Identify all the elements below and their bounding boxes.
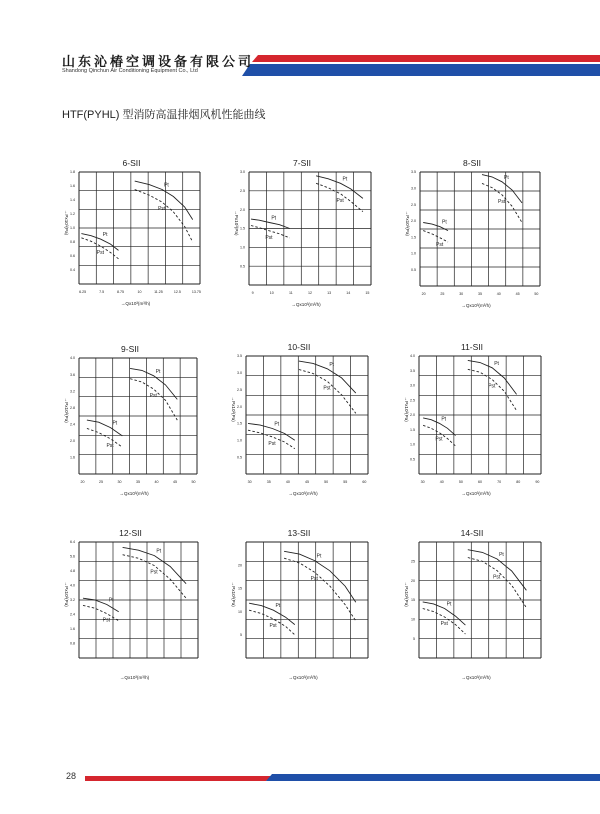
curve-Pt [248, 423, 295, 440]
x-tick-label: 45 [515, 292, 520, 296]
series-label: Pst [269, 623, 277, 630]
x-tick-label: 10 [269, 291, 274, 295]
y-tick-label: 5 [413, 636, 415, 641]
y-axis-label: →Px10³(Pa) [405, 210, 410, 236]
chart-title: 14-SII [460, 528, 484, 538]
series-label: Pst [268, 440, 276, 447]
curve-Pst [299, 370, 356, 414]
series-label: Pst [336, 197, 344, 204]
series-label: Pst [96, 250, 105, 257]
y-tick-label: 10 [411, 617, 415, 622]
x-axis-label: →Qx10³(m³/h) [120, 301, 151, 306]
x-tick-label: 11 [289, 291, 293, 295]
x-axis-label: →Qx10³(m³/h) [119, 675, 150, 680]
y-tick-label: 20 [238, 563, 242, 568]
curve-Pst [135, 190, 193, 243]
y-tick-label: 4.8 [70, 569, 75, 574]
y-tick-label: 0.8 [70, 641, 75, 646]
series-label: Pt [164, 182, 169, 189]
x-tick-label: 8.75 [117, 290, 125, 294]
y-tick-label: 1.8 [70, 170, 75, 175]
curve-Pt [468, 550, 527, 591]
y-tick-label: 2.5 [411, 202, 416, 207]
y-tick-label: 3.5 [237, 354, 242, 359]
y-tick-label: 25 [411, 559, 415, 564]
x-tick-label: 7.5 [99, 290, 105, 294]
x-tick-label: 60 [362, 480, 367, 484]
y-tick-label: 3.0 [240, 170, 245, 175]
series-label: Pt [316, 553, 322, 560]
x-axis-label: →Qx10³(m³/h) [461, 675, 491, 680]
series-label: Pst [440, 621, 448, 628]
series-label: Pst [158, 206, 166, 213]
x-tick-label: 20 [80, 480, 85, 484]
x-tick-label: 13 [327, 291, 332, 295]
x-tick-label: 12 [308, 291, 312, 295]
series-label: Pst [493, 574, 501, 581]
x-tick-label: 40 [496, 292, 501, 296]
y-tick-label: 2.0 [410, 413, 415, 418]
x-axis-label: →Qx10³(m³/h) [288, 491, 318, 496]
series-label: Pt [441, 416, 447, 423]
chart-title: 11-SII [460, 342, 484, 352]
y-tick-label: 1.0 [410, 442, 415, 447]
x-tick-label: 35 [266, 480, 271, 484]
series-label: Pt [275, 603, 281, 610]
x-tick-label: 25 [99, 480, 104, 484]
series-label: Pst [498, 198, 506, 205]
x-tick-label: 40 [285, 480, 290, 484]
series-label: Pt [155, 368, 161, 375]
series-label: Pst [265, 234, 273, 241]
x-tick-label: 35 [136, 480, 140, 484]
y-tick-label: 1.5 [410, 427, 415, 432]
y-tick-label: 0.5 [410, 457, 415, 462]
x-tick-label: 30 [420, 480, 425, 484]
y-tick-label: 1.6 [70, 627, 75, 632]
series-label: Pst [150, 569, 158, 576]
y-tick-label: 1.5 [237, 421, 242, 426]
series-label: Pt [102, 232, 108, 239]
series-label: Pt [274, 421, 280, 428]
x-tick-label: 13.75 [191, 290, 201, 294]
series-label: Pt [329, 361, 335, 368]
series-label: Pst [323, 385, 331, 392]
chart-9-SII [64, 344, 197, 496]
x-tick-label: 45 [172, 480, 177, 484]
y-tick-label: 3.5 [410, 368, 415, 373]
x-tick-label: 15 [365, 291, 370, 295]
chart-title: 10-SII [287, 342, 311, 352]
y-tick-label: 3.2 [70, 389, 75, 394]
curve-Pst [284, 558, 356, 621]
series-label: Pt [442, 219, 447, 226]
series-label: Pst [310, 576, 318, 583]
series-label: Pst [106, 442, 114, 449]
page-title: HTF(PYHL) 型消防高温排烟风机性能曲线 [62, 109, 266, 121]
y-tick-label: 2.0 [237, 404, 242, 409]
series-label: Pt [271, 215, 277, 222]
x-tick-label: 25 [440, 292, 445, 296]
x-axis-label: →Qx10³(m³/h) [291, 302, 321, 307]
y-tick-label: 0.8 [70, 240, 75, 245]
y-tick-label: 0.5 [237, 455, 242, 460]
chart-title: 7-SII [293, 158, 311, 168]
chart-6-SII [64, 158, 201, 306]
x-tick-label: 11.25 [154, 290, 163, 294]
y-axis-label: →Px10³(Pa) [231, 581, 236, 607]
y-tick-label: 1.0 [240, 245, 245, 250]
chart-13-SII [231, 528, 368, 680]
y-tick-label: 5.6 [70, 554, 75, 559]
x-tick-label: 90 [535, 480, 540, 484]
curve-Pst [87, 428, 122, 447]
curve-Pt [81, 234, 118, 251]
series-label: Pt [504, 174, 509, 181]
x-tick-label: 30 [459, 292, 464, 296]
y-tick-label: 1.6 [70, 455, 75, 460]
y-tick-label: 0.5 [240, 264, 245, 269]
chart-title: 9-SII [121, 344, 139, 354]
series-label: Pt [156, 548, 162, 555]
y-axis-label: →Px10³(Pa) [64, 397, 69, 423]
x-tick-label: 50 [324, 480, 329, 484]
x-tick-label: 14 [346, 291, 351, 295]
y-tick-label: 2.0 [411, 219, 416, 224]
series-label: Pt [112, 420, 118, 427]
x-tick-label: 20 [421, 292, 426, 296]
y-tick-label: 0.4 [70, 268, 75, 273]
y-tick-label: 0.5 [411, 267, 416, 272]
y-axis-label: →Px10³(Pa) [404, 581, 409, 607]
x-axis-label: →Qx10³(m³/h) [461, 303, 491, 308]
curve-Pst [423, 231, 448, 242]
series-label: Pt [494, 360, 499, 367]
y-tick-label: 5 [240, 633, 242, 637]
y-tick-label: 3.5 [411, 170, 416, 175]
x-tick-label: 50 [534, 292, 539, 296]
series-label: Pst [488, 383, 496, 390]
curve-Pt [316, 176, 363, 199]
y-tick-label: 2.5 [237, 387, 242, 392]
x-tick-label: 40 [439, 480, 444, 484]
y-tick-label: 1.6 [70, 184, 75, 189]
y-tick-label: 2.8 [70, 405, 75, 410]
series-label: Pst [436, 241, 444, 248]
y-tick-label: 0.6 [70, 254, 75, 259]
y-tick-label: 20 [411, 578, 415, 583]
y-axis-label: →Px10³(Pa) [64, 581, 69, 607]
chart-11-SII [404, 342, 541, 496]
x-tick-label: 35 [478, 292, 482, 296]
x-tick-label: 80 [516, 480, 521, 484]
y-tick-label: 15 [411, 598, 415, 603]
y-tick-label: 1.2 [70, 212, 75, 217]
series-label: Pst [435, 436, 443, 443]
x-tick-label: 12.5 [173, 290, 181, 294]
chart-title: 6-SII [122, 158, 141, 168]
y-tick-label: 10 [238, 609, 242, 614]
chart-title: 13-SII [287, 528, 311, 538]
y-tick-label: 3.6 [70, 372, 75, 377]
y-axis-label: →Px10³(Pa) [404, 396, 409, 422]
y-tick-label: 6.4 [70, 540, 75, 545]
y-tick-label: 3.0 [410, 383, 415, 388]
x-tick-label: 30 [117, 480, 122, 484]
y-tick-label: 1.5 [240, 226, 245, 231]
x-tick-label: 40 [154, 480, 159, 484]
company-name-cn: 山东沁椿空调设备有限公司 [62, 54, 255, 69]
y-tick-label: 2.0 [70, 439, 75, 444]
series-label: Pt [446, 601, 452, 608]
x-tick-label: 50 [191, 480, 196, 484]
series-label: Pt [108, 597, 114, 604]
chart-14-SII [404, 528, 541, 680]
x-tick-label: 70 [497, 480, 502, 484]
y-axis-label: →Px10³(Pa) [234, 210, 239, 236]
y-tick-label: 4.0 [70, 356, 75, 361]
y-tick-label: 2.5 [240, 189, 245, 194]
y-axis-label: →Px10³(Pa) [64, 209, 69, 236]
chart-10-SII [231, 342, 368, 496]
x-tick-label: 30 [247, 480, 252, 484]
y-tick-label: 2.0 [240, 207, 245, 212]
series-label: Pst [102, 617, 111, 624]
chart-12-SII [64, 528, 198, 680]
y-tick-label: 1.0 [411, 251, 416, 256]
series-label: Pst [149, 393, 157, 400]
y-tick-label: 2.4 [70, 422, 75, 427]
series-label: Pt [499, 552, 504, 559]
chart-title: 8-SII [463, 158, 481, 168]
x-axis-label: →Qx10³(m³/h) [288, 675, 318, 680]
company-name-en: Shandong Qinchun Air Conditioning Equipment Co., Ltd [62, 68, 198, 74]
y-tick-label: 4.0 [70, 583, 75, 588]
y-tick-label: 1.4 [70, 198, 75, 203]
x-tick-label: 60 [478, 480, 482, 484]
chart-title: 12-SII [119, 528, 142, 538]
x-tick-label: 9 [251, 291, 254, 295]
x-tick-label: 45 [305, 480, 309, 484]
y-axis-label: →Px10³(Pa) [231, 396, 236, 422]
chart-7-SII [234, 158, 371, 307]
x-axis-label: →Qx10³(m³/h) [461, 491, 491, 496]
y-tick-label: 3.0 [411, 186, 416, 191]
y-tick-label: 1.0 [70, 226, 75, 231]
y-tick-label: 1.0 [237, 438, 242, 443]
x-tick-label: 55 [343, 480, 348, 484]
curve-Pst [423, 425, 456, 446]
curve-Pst [130, 379, 177, 420]
x-tick-label: 6.25 [79, 290, 87, 294]
series-label: Pt [342, 176, 348, 183]
page-number: 28 [66, 771, 77, 781]
y-tick-label: 2.4 [70, 612, 75, 617]
x-axis-label: →Qx10³(m³/h) [119, 491, 149, 496]
y-tick-label: 3.0 [237, 371, 242, 376]
y-tick-label: 3.2 [70, 598, 75, 603]
y-tick-label: 15 [238, 586, 242, 591]
y-tick-label: 2.5 [410, 398, 415, 403]
x-tick-label: 10 [137, 290, 142, 294]
chart-8-SII [405, 158, 540, 308]
x-tick-label: 50 [458, 480, 463, 484]
y-tick-label: 4.0 [410, 354, 415, 359]
curve-Pt [249, 603, 295, 624]
y-tick-label: 1.5 [411, 235, 416, 240]
